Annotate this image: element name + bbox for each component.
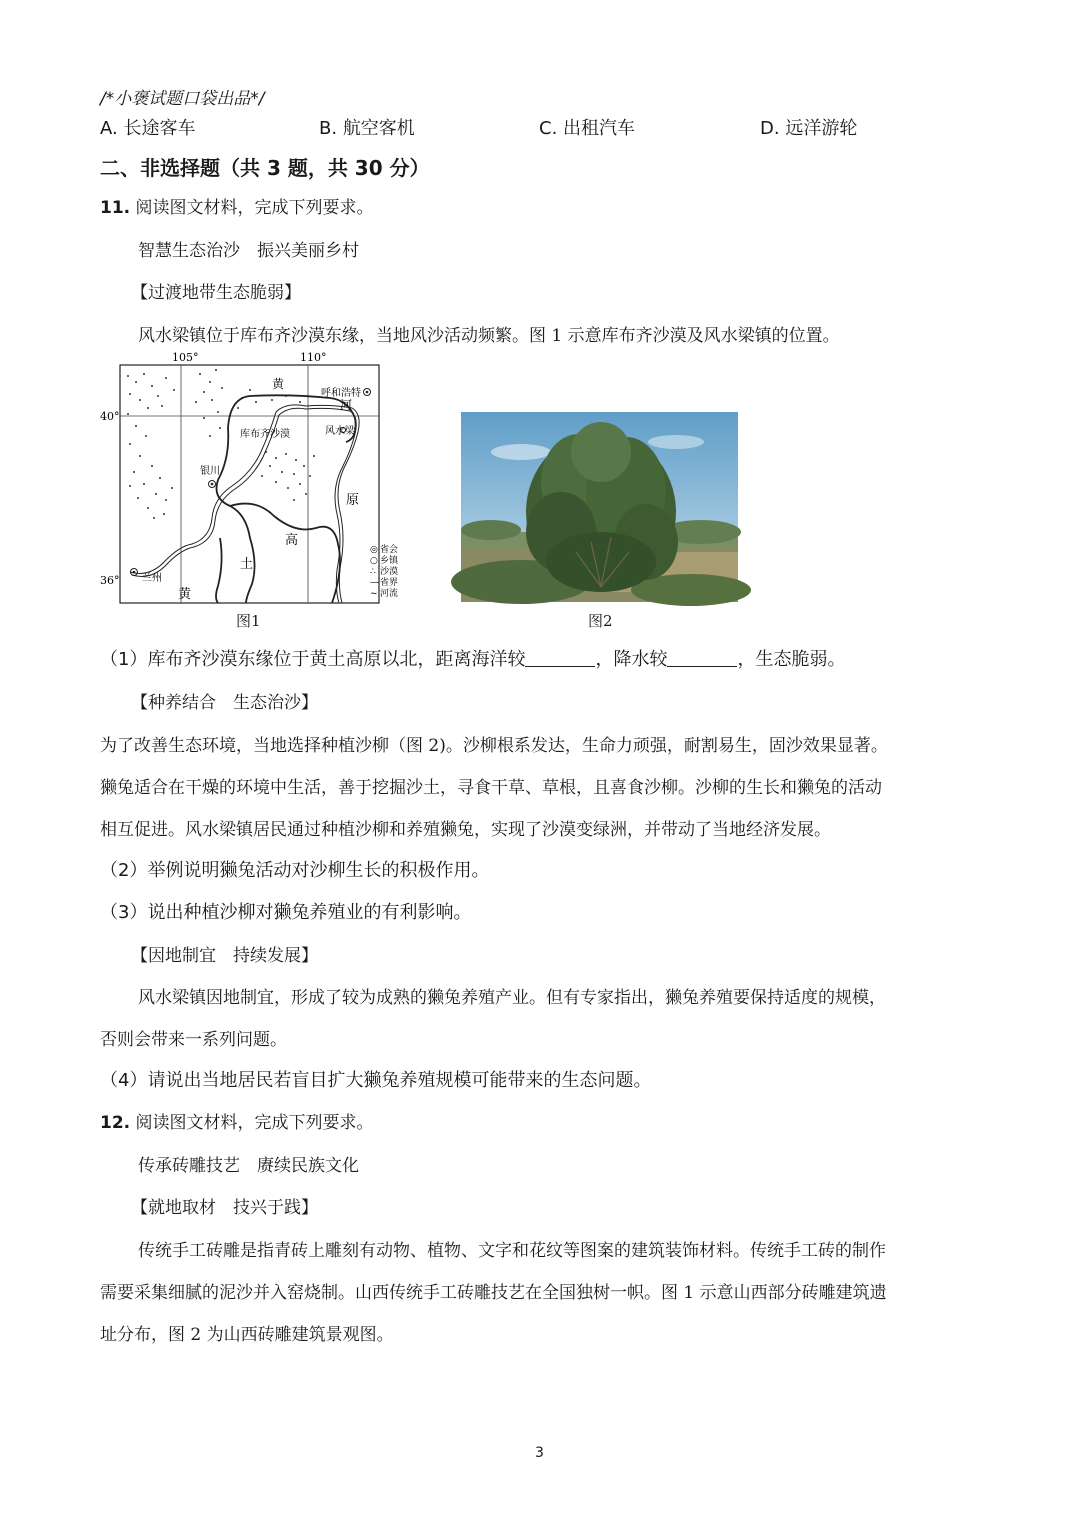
figure2-shrub-photo (461, 412, 738, 602)
legend-label: 河流 (380, 589, 399, 599)
q11-subsection-3-title: 【因地制宜 持续发展】 (131, 946, 318, 966)
q11-subsection-1-title: 【过渡地带生态脆弱】 (131, 283, 301, 303)
q12-theme: 传承砖雕技艺 赓续民族文化 (138, 1156, 359, 1176)
question-prompt: 阅读图文材料，完成下列要求。 (135, 1113, 374, 1133)
answer-blank-1[interactable] (525, 648, 595, 667)
option-text: 航空客机 (342, 118, 415, 139)
place-lanzhou: 兰州 (142, 573, 162, 584)
figure1-map (100, 348, 399, 630)
place-fengshuiliang: 风水梁 (325, 426, 355, 437)
q11-part4: （4）请说出当地居民若盲目扩大獭兔养殖规模可能带来的生态问题。 (100, 1070, 652, 1091)
legend-label: 省会 (380, 545, 399, 555)
q11-subsection-2-line-3: 相互促进。风水梁镇居民通过种植沙柳和养殖獭兔，实现了沙漠变绿洲，并带动了当地经济发展。 (100, 820, 831, 840)
option-letter: A. (100, 118, 118, 139)
river-char-he: 河 (340, 398, 353, 412)
q12-text-line-1: 传统手工砖雕是指青砖上雕刻有动物、植物、文字和花纹等图案的建筑装饰材料。传统手工砖的制作 (138, 1241, 886, 1261)
lat-label-36: 36° (100, 574, 120, 587)
legend-symbol: ○ (370, 556, 378, 566)
page-number: 3 (535, 1445, 544, 1461)
legend-label: 沙漠 (380, 567, 399, 577)
legend-label: 省界 (380, 578, 399, 588)
q11-subsection-2-line-2: 獭兔适合在干燥的环境中生活，善于挖掘沙土，寻食干草、草根，且喜食沙柳。沙柳的生长和獭兔的活动 (100, 778, 882, 798)
plateau-char-3: 高 (285, 533, 299, 548)
legend-symbol: ~ (370, 589, 378, 599)
q11-heading (100, 193, 374, 218)
q12-heading (100, 1108, 374, 1133)
q11-subsection-3-line-2: 否则会带来一系列问题。 (100, 1030, 287, 1050)
figure1-caption: 图1 (236, 612, 261, 630)
figure2-caption: 图2 (588, 612, 613, 630)
place-kubuqi: 库布齐沙漠 (240, 429, 290, 440)
option-b (319, 114, 415, 140)
legend-symbol: ◎ (370, 545, 378, 555)
q11-part1 (100, 645, 845, 671)
legend-label: 乡镇 (380, 556, 399, 566)
answer-blank-2[interactable] (667, 648, 737, 667)
watermark: /*小褒试题口袋出品*/ (100, 89, 265, 109)
q11-subsection-2-title: 【种养结合 生态治沙】 (131, 693, 318, 713)
place-yinchuan: 银川 (200, 466, 220, 477)
option-text: 长途客车 (123, 118, 196, 139)
lon-label-110: 110° (300, 351, 327, 364)
place-huhehaote: 呼和浩特 (321, 388, 361, 399)
q11-subsection-2-line-1: 为了改善生态环境，当地选择种植沙柳（图 2)。沙柳根系发达，生命力顽强，耐割易生，固沙效果显著。 (100, 736, 888, 756)
q11-part1-end: ，生态脆弱。 (737, 649, 846, 670)
q11-subsection-1-text: 风水梁镇位于库布齐沙漠东缘，当地风沙活动频繁。图 1 示意库布齐沙漠及风水梁镇的位置。 (138, 326, 840, 346)
option-a (100, 114, 195, 140)
option-letter: C. (539, 118, 558, 139)
q11-theme: 智慧生态治沙 振兴美丽乡村 (138, 241, 359, 261)
option-letter: D. (760, 118, 780, 139)
q12-subsection-1-title: 【就地取材 技兴于践】 (131, 1198, 318, 1218)
q12-text-line-2: 需要采集细腻的泥沙并入窑烧制。山西传统手工砖雕技艺在全国独树一帜。图 1 示意山西部分砖雕建筑遗 (100, 1283, 887, 1303)
question-number: 11. (100, 198, 131, 218)
plateau-char-2: 土 (240, 557, 254, 572)
q12-text-line-3: 址分布，图 2 为山西砖雕建筑景观图。 (100, 1325, 394, 1345)
legend-symbol: ∴ (370, 567, 376, 577)
option-d (760, 114, 857, 140)
option-letter: B. (319, 118, 338, 139)
option-text: 出租汽车 (563, 118, 636, 139)
legend-symbol: — (370, 578, 379, 588)
plateau-char-4: 原 (346, 493, 360, 508)
lon-label-105: 105° (172, 351, 199, 364)
q11-part1-mid: ，降水较 (595, 649, 668, 670)
map-legend (370, 543, 399, 599)
q11-part2: （2）举例说明獭兔活动对沙柳生长的积极作用。 (100, 860, 490, 881)
question-prompt: 阅读图文材料，完成下列要求。 (135, 198, 374, 218)
plateau-char-1: 黄 (178, 587, 192, 602)
q11-part3: （3）说出种植沙柳对獭兔养殖业的有利影响。 (100, 902, 472, 923)
option-c (539, 114, 635, 140)
q11-part1-start: （1）库布齐沙漠东缘位于黄土高原以北，距离海洋较 (100, 649, 526, 670)
lat-label-40: 40° (100, 410, 120, 423)
section-title: 二、非选择题（共 3 题，共 30 分） (100, 156, 430, 180)
option-text: 远洋游轮 (785, 118, 858, 139)
question-number: 12. (100, 1113, 131, 1133)
q11-subsection-3-line-1: 风水梁镇因地制宜，形成了较为成熟的獭兔养殖产业。但有专家指出，獭兔养殖要保持适度的规模， (138, 988, 886, 1008)
river-char-huang: 黄 (272, 377, 285, 391)
